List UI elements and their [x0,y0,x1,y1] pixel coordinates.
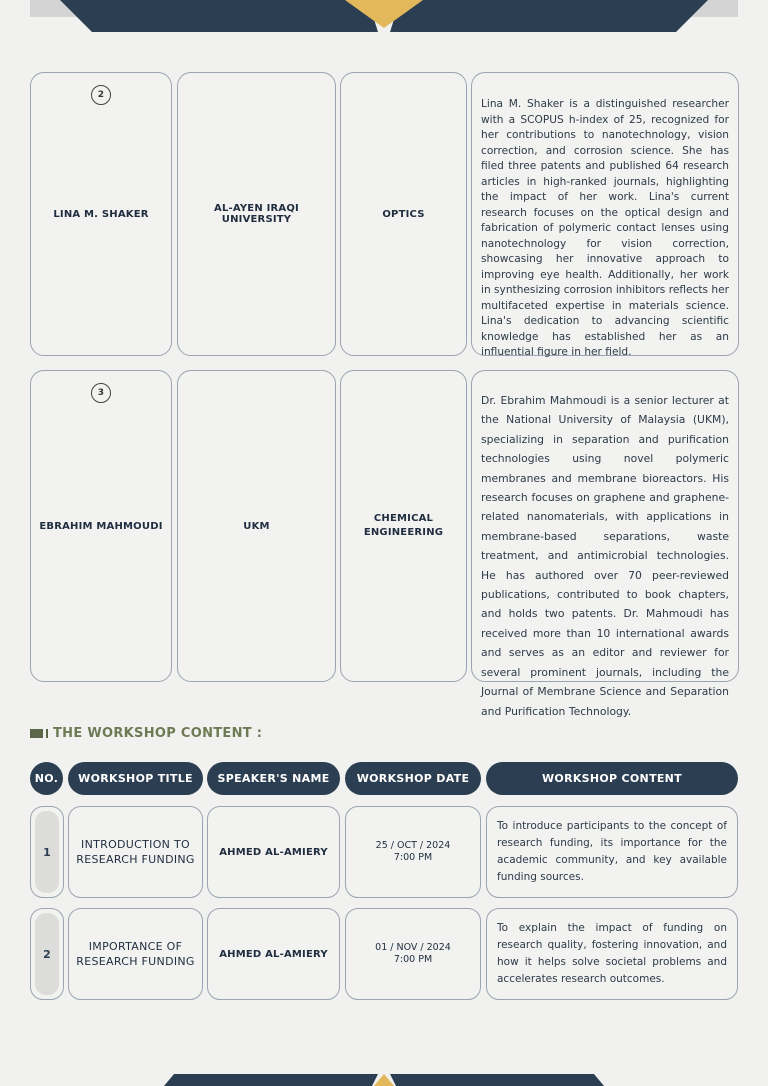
workshop-title-cell [68,806,203,898]
header-workshop-date: WORKSHOP DATE [345,762,481,795]
speaker-affiliation: AL-AYEN IRAQI UNIVERSITY [214,203,299,225]
bottom-banner-decoration [0,1066,768,1086]
speaker-name: LINA M. SHAKER [53,208,149,220]
workshop-title-cell [68,908,203,1000]
workshop-date: 25 / OCT / 2024 [375,840,451,851]
header-workshop-content: WORKSHOP CONTENT [486,762,738,795]
row-number: 1 [35,811,59,893]
speaker-affiliation-cell [177,370,336,682]
workshop-row [0,908,768,1000]
workshop-date: 01 / NOV / 2024 [375,942,451,953]
speaker-name: EBRAHIM MAHMOUDI [39,520,163,532]
header-speaker-name: SPEAKER'S NAME [207,762,340,795]
speaker-row [30,370,739,718]
speaker-name-cell [30,72,172,356]
speaker-name-cell [30,370,172,682]
header-workshop-title: WORKSHOP TITLE [68,762,203,795]
speaker-number-badge: 2 [91,85,111,105]
speaker-field: CHEMICAL ENGINEERING [363,513,444,538]
workshop-speaker-cell [207,908,340,1000]
row-number-cell [30,806,64,898]
speaker-field: OPTICS [382,208,425,220]
workshop-time: 7:00 PM [393,954,433,965]
workshop-time: 7:00 PM [393,852,433,863]
header-no: NO. [30,762,63,795]
workshop-row [0,806,768,898]
workshop-content-cell [486,806,738,898]
workshop-content-cell [486,908,738,1000]
heading-marker-icon [30,729,43,738]
speaker-bio-cell [471,72,739,356]
heading-bar-icon [46,729,48,738]
workshop-content: To introduce participants to the concept of research funding, its importance for the academic community, and key available funding sources. [497,820,727,883]
speaker-affiliation: UKM [243,520,270,532]
workshop-title: IMPORTANCE OF RESEARCH FUNDING [76,940,195,968]
speaker-bio: Lina M. Shaker is a distinguished researcher with a SCOPUS h-index of 25, recognized for her contributions to nanotechnology, vision correction, and corrosion science. She has filed three patents and published 64 research articles in high-ranked journals, highlighting the impact of her work. Lina's current research focuses on the optical design and fabrication of polymeric contact lenses using nanotechnology for vision correction, showcasing her innovative approach to improving eye health. Additionally, her work in synthesizing corrosion inhibitors reflects her multifaceted expertise in materials science. Lina's dedication to advancing scientific knowledge has established her as an influential figure in her field. [481,98,729,358]
workshop-speaker-cell [207,806,340,898]
workshop-date-cell [345,806,481,898]
speaker-affiliation-cell [177,72,336,356]
speaker-bio-cell [471,370,739,718]
speaker-field-cell [340,370,467,682]
workshop-title: INTRODUCTION TO RESEARCH FUNDING [76,838,195,866]
row-number: 2 [35,913,59,995]
speaker-row [30,72,739,356]
workshop-speaker: AHMED AL-AMIERY [219,846,328,858]
speaker-bio: Dr. Ebrahim Mahmoudi is a senior lecturer at the National University of Malaysia (UKM), specializing in separation and purification technologies using novel polymeric membranes and membrane bioreactors. His research focuses on graphene and graphene-related nanomaterials, with applications in membrane-based separations, waste treatment, and antimicrobial technologies. He has authored over 70 peer-reviewed publications, contributed to book chapters, and holds two patents. Dr. Mahmoudi has received more than 10 international awards and serves as an editor and reviewer for several prominent journals, including the Journal of Membrane Science and Separation and Purification Technology. [481,394,729,718]
workshop-date-cell [345,908,481,1000]
workshop-section-heading [30,725,262,741]
workshop-speaker: AHMED AL-AMIERY [219,948,328,960]
workshop-content: To explain the impact of funding on research quality, fostering innovation, and how it helps solve societal problems and accelerates research outcomes. [497,922,727,985]
speaker-field-cell [340,72,467,356]
speaker-number-badge: 3 [91,383,111,403]
workshop-section-title: THE WORKSHOP CONTENT : [53,725,263,741]
row-number-cell [30,908,64,1000]
top-banner-decoration [0,0,768,40]
